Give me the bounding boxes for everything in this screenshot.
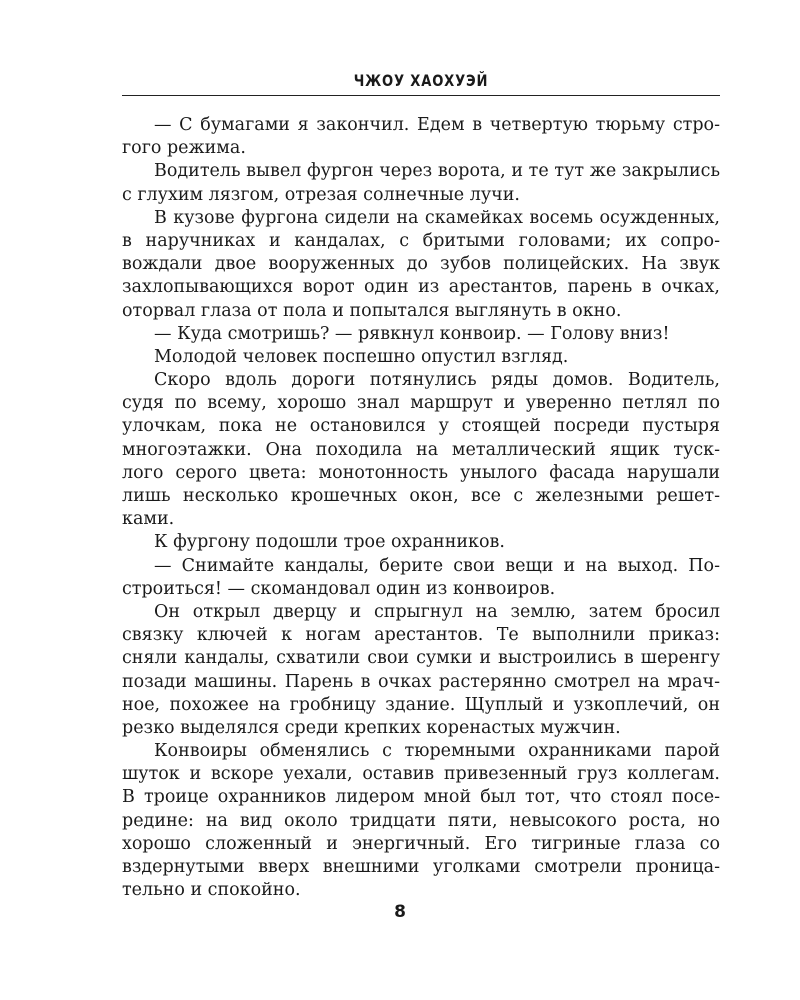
text-line: связку ключей к ногам арестантов. Те выполнили приказ: bbox=[122, 625, 720, 646]
text-line: в наручниках и кандалах, с бритыми головами; их сопро- bbox=[122, 230, 720, 251]
page-number: 8 bbox=[394, 902, 406, 922]
text-line: сняли кандалы, схватили свои сумки и выстроились в шеренгу bbox=[122, 648, 720, 669]
text-line: К фургону подошли трое охранников. bbox=[154, 532, 505, 553]
text-line: хорошо сложенный и энергичный. Его тигриные глаза со bbox=[122, 833, 720, 854]
text-line: многоэтажки. Она походила на металлический ящик туск- bbox=[122, 439, 720, 460]
text-line: Молодой человек поспешно опустил взгляд. bbox=[154, 346, 569, 367]
text-line: строиться! — скомандовал один из конвоиров. bbox=[122, 578, 556, 599]
text-line: с глухим лязгом, отрезая солнечные лучи. bbox=[122, 184, 520, 205]
text-line: — С бумагами я закончил. Едем в четвертую тюрьму стро- bbox=[154, 115, 720, 135]
text-line: Он открыл дверцу и спрыгнул на землю, затем бросил bbox=[154, 601, 720, 622]
header-rule bbox=[122, 95, 720, 96]
text-line: вождали двое вооруженных до зубов полицейских. На звук bbox=[122, 254, 720, 275]
text-line: лого серого цвета: монотонность унылого фасада нарушали bbox=[122, 462, 720, 483]
text-line: — Снимайте кандалы, берите свои вещи и на выход. По- bbox=[154, 555, 720, 576]
text-line: — Куда смотришь? — рявкнул конвоир. — Голову вниз! bbox=[154, 323, 670, 344]
text-line: шуток и вскоре уехали, оставив привезенный груз коллегам. bbox=[122, 764, 720, 785]
text-line: Скоро вдоль дороги потянулись ряды домов. Водитель, bbox=[154, 370, 720, 391]
text-line: Водитель вывел фургон через ворота, и те тут же закрылись bbox=[154, 161, 720, 182]
text-line: позади машины. Парень в очках растерянно смотрел на мрач- bbox=[122, 671, 720, 692]
text-line: ками. bbox=[122, 509, 175, 530]
text-line: резко выделялся среди крепких коренастых мужчин. bbox=[122, 717, 621, 738]
text-line: тельно и спокойно. bbox=[122, 880, 301, 901]
text-line: редине: на вид около тридцати пяти, невысокого роста, но bbox=[122, 810, 720, 831]
text-line: Конвоиры обменялись с тюремными охранниками парой bbox=[154, 741, 720, 762]
body-text bbox=[122, 114, 720, 902]
text-line: улочкам, пока не остановился у стоящей посреди пустыря bbox=[122, 416, 720, 437]
text-line: захлопывающихся ворот один из арестантов, парень в очках, bbox=[122, 277, 720, 298]
text-line: лишь несколько крошечных окон, все с железными решет- bbox=[122, 486, 720, 506]
text-line: В кузове фургона сидели на скамейках восемь осужденных, bbox=[154, 207, 720, 228]
text-line: гого режима. bbox=[122, 138, 246, 159]
text-line: оторвал глаза от пола и попытался выглянуть в окно. bbox=[122, 300, 622, 321]
text-line: судя по всему, хорошо знал маршрут и уверенно петлял по bbox=[122, 393, 720, 414]
text-line: В троице охранников лидером мной был тот, что стоял посе- bbox=[122, 787, 720, 808]
running-header: ЧЖОУ ХАОХУЭЙ bbox=[353, 71, 489, 90]
text-line: вздернутыми вверх внешними уголками смотрели проница- bbox=[122, 857, 720, 877]
text-line: ное, похожее на гробницу здание. Щуплый и узкоплечий, он bbox=[122, 694, 720, 715]
